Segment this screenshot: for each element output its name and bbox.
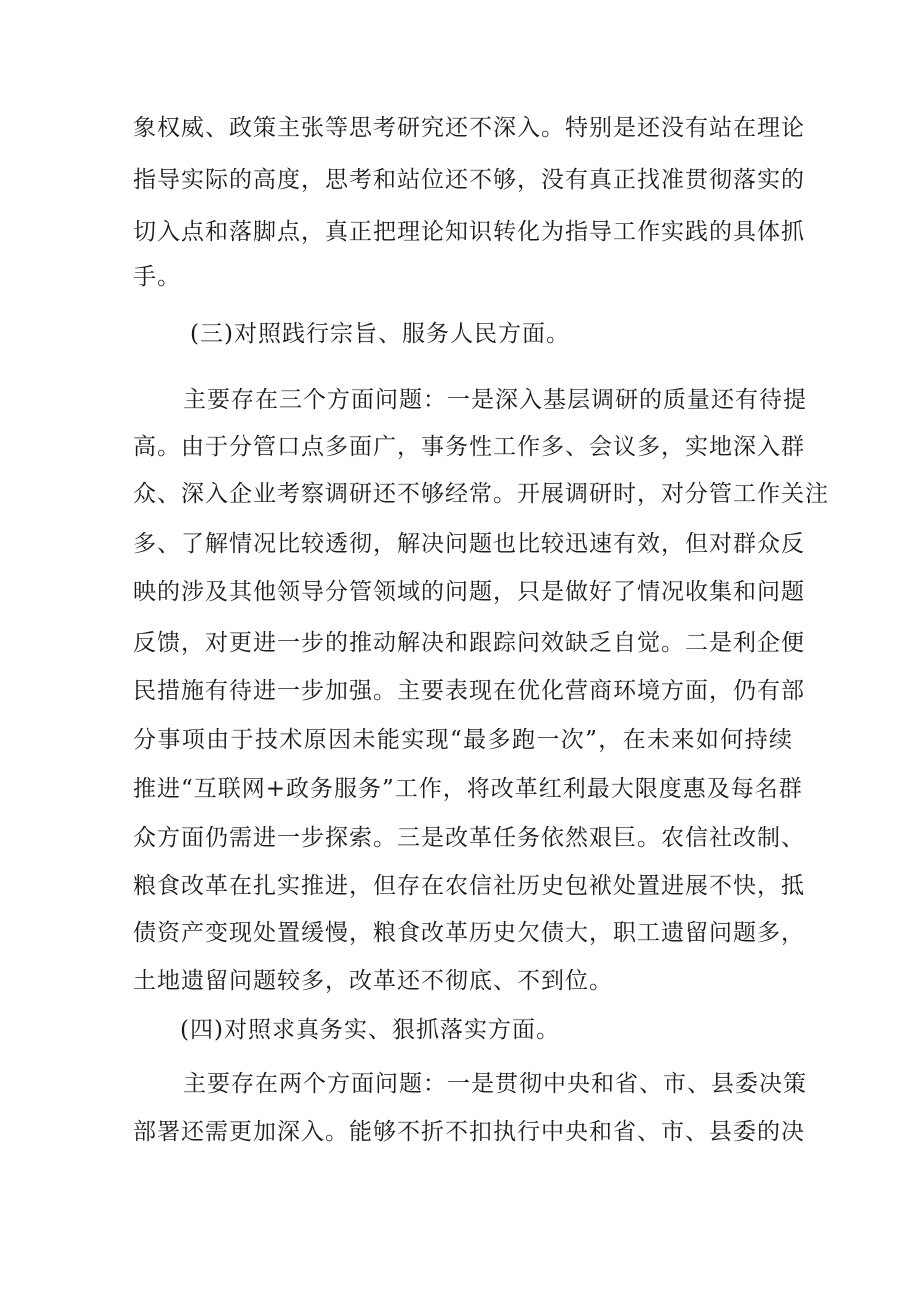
paragraph-3-line-2: 部署还需更加深入。能够不折不扣执行中央和省、市、县委的决 [133, 1119, 805, 1145]
section-heading-3: (三)对照践行宗旨、服务人民方面。 [190, 321, 570, 347]
paragraph-1-line-3: 切入点和落脚点，真正把理论知识转化为指导工作实践的具体抓 [133, 219, 805, 245]
paragraph-2-line-2: 高。由于分管口点多面广，事务性工作多、会议多，实地深入群 [133, 434, 805, 460]
paragraph-2-line-11: 粮食改革在扎实推进，但存在农信社历史包袱处置进展不快，抵 [133, 873, 805, 899]
paragraph-2-line-3: 众、深入企业考察调研还不够经常。开展调研时，对分管工作关注 [133, 481, 829, 507]
paragraph-2-line-6: 反馈，对更进一步的推动解决和跟踪问效缺乏自觉。二是利企便 [133, 630, 805, 656]
paragraph-2-line-9: 推进“互联网+政务服务”工作，将改革红利最大限度惠及每名群 [133, 776, 803, 802]
paragraph-2-line-5: 映的涉及其他领导分管领域的问题，只是做好了情况收集和问题 [133, 579, 805, 605]
paragraph-1-line-1: 象权威、政策主张等思考研究还不深入。特别是还没有站在理论 [133, 115, 805, 141]
paragraph-2-line-12: 债资产变现处置缓慢，粮食改革历史欠债大，职工遗留问题多， [133, 920, 805, 946]
paragraph-1-line-2: 指导实际的高度，思考和站位还不够，没有真正找准贯彻落实的 [133, 167, 805, 193]
paragraph-2-line-1: 主要存在三个方面问题：一是深入基层调研的质量还有待提 [183, 387, 807, 413]
section-heading-4: (四)对照求真务实、狠抓落实方面。 [180, 1017, 560, 1043]
paragraph-1-line-4: 手。 [133, 264, 181, 290]
paragraph-2-line-8: 分事项由于技术原因未能实现“最多跑一次”，在未来如何持续 [133, 727, 793, 753]
paragraph-2-line-13: 土地遗留问题较多，改革还不彻底、不到位。 [133, 968, 613, 994]
paragraph-2-line-7: 民措施有待进一步加强。主要表现在优化营商环境方面，仍有部 [133, 678, 805, 704]
paragraph-2-line-4: 多、了解情况比较透彻，解决问题也比较迅速有效，但对群众反 [133, 531, 805, 557]
paragraph-3-line-1: 主要存在两个方面问题：一是贯彻中央和省、市、县委决策 [183, 1071, 807, 1097]
paragraph-2-line-10: 众方面仍需进一步探索。三是改革任务依然艰巨。农信社改制、 [133, 825, 805, 851]
